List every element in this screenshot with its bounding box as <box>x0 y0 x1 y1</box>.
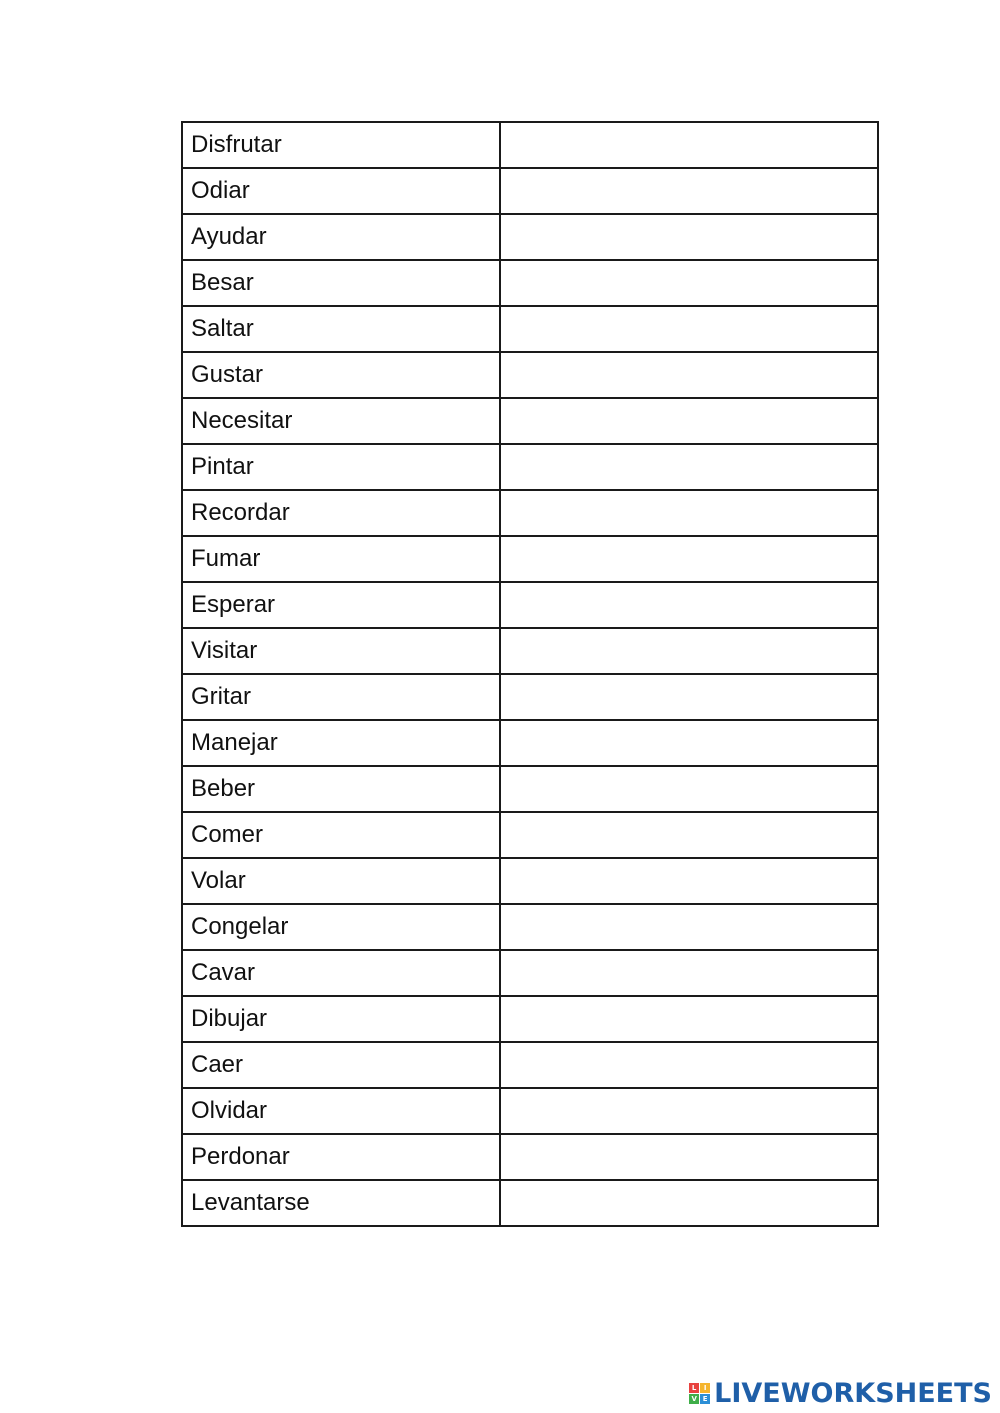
answer-cell <box>500 536 878 582</box>
table-row <box>182 1088 878 1134</box>
answer-input[interactable] <box>501 997 877 1041</box>
verb-label: Perdonar <box>182 1134 500 1180</box>
table-row <box>182 490 878 536</box>
answer-input[interactable] <box>501 1181 877 1225</box>
answer-cell <box>500 1180 878 1226</box>
table-row <box>182 214 878 260</box>
table-row <box>182 260 878 306</box>
answer-input[interactable] <box>501 951 877 995</box>
logo-square: V <box>689 1394 699 1404</box>
table-row <box>182 812 878 858</box>
answer-cell <box>500 398 878 444</box>
verb-label: Esperar <box>182 582 500 628</box>
answer-input[interactable] <box>501 583 877 627</box>
answer-cell <box>500 766 878 812</box>
answer-input[interactable] <box>501 813 877 857</box>
answer-input[interactable] <box>501 721 877 765</box>
answer-cell <box>500 490 878 536</box>
table-row <box>182 306 878 352</box>
table-row <box>182 904 878 950</box>
verb-label: Dibujar <box>182 996 500 1042</box>
logo-square: I <box>700 1383 710 1393</box>
verb-label: Beber <box>182 766 500 812</box>
answer-cell <box>500 306 878 352</box>
verb-label: Caer <box>182 1042 500 1088</box>
logo-square: L <box>689 1383 699 1393</box>
verb-label: Pintar <box>182 444 500 490</box>
answer-cell <box>500 1088 878 1134</box>
answer-cell <box>500 858 878 904</box>
table-row <box>182 168 878 214</box>
answer-input[interactable] <box>501 445 877 489</box>
answer-cell <box>500 214 878 260</box>
answer-cell <box>500 582 878 628</box>
answer-input[interactable] <box>501 905 877 949</box>
answer-cell <box>500 628 878 674</box>
answer-cell <box>500 904 878 950</box>
verb-label: Fumar <box>182 536 500 582</box>
answer-input[interactable] <box>501 491 877 535</box>
verb-label: Gritar <box>182 674 500 720</box>
verb-label: Cavar <box>182 950 500 996</box>
verb-label: Disfrutar <box>182 122 500 168</box>
answer-input[interactable] <box>501 859 877 903</box>
verb-label: Volar <box>182 858 500 904</box>
verb-label: Ayudar <box>182 214 500 260</box>
table-row <box>182 950 878 996</box>
answer-input[interactable] <box>501 261 877 305</box>
answer-input[interactable] <box>501 169 877 213</box>
answer-input[interactable] <box>501 215 877 259</box>
answer-cell <box>500 260 878 306</box>
verb-label: Levantarse <box>182 1180 500 1226</box>
answer-input[interactable] <box>501 767 877 811</box>
answer-cell <box>500 1134 878 1180</box>
liveworksheets-brand <box>689 1378 992 1409</box>
answer-cell <box>500 352 878 398</box>
verb-label: Gustar <box>182 352 500 398</box>
verb-label: Besar <box>182 260 500 306</box>
table-row <box>182 1134 878 1180</box>
answer-input[interactable] <box>501 1135 877 1179</box>
verb-label: Recordar <box>182 490 500 536</box>
answer-cell <box>500 1042 878 1088</box>
answer-input[interactable] <box>501 1043 877 1087</box>
verb-label: Visitar <box>182 628 500 674</box>
answer-cell <box>500 812 878 858</box>
answer-cell <box>500 122 878 168</box>
table-row <box>182 674 878 720</box>
answer-cell <box>500 444 878 490</box>
verb-label: Manejar <box>182 720 500 766</box>
answer-cell <box>500 996 878 1042</box>
table-row <box>182 766 878 812</box>
answer-input[interactable] <box>501 675 877 719</box>
answer-input[interactable] <box>501 629 877 673</box>
table-row <box>182 444 878 490</box>
table-row <box>182 582 878 628</box>
answer-input[interactable] <box>501 307 877 351</box>
table-row <box>182 720 878 766</box>
liveworksheets-logo-icon <box>689 1383 710 1404</box>
table-row <box>182 352 878 398</box>
answer-input[interactable] <box>501 1089 877 1133</box>
table-row <box>182 1180 878 1226</box>
answer-input[interactable] <box>501 399 877 443</box>
answer-cell <box>500 674 878 720</box>
verb-table <box>181 121 879 1227</box>
answer-cell <box>500 168 878 214</box>
verb-table-body <box>182 122 878 1226</box>
table-row <box>182 122 878 168</box>
table-row <box>182 628 878 674</box>
table-row <box>182 536 878 582</box>
table-row <box>182 1042 878 1088</box>
table-row <box>182 858 878 904</box>
verb-label: Saltar <box>182 306 500 352</box>
verb-label: Necesitar <box>182 398 500 444</box>
table-row <box>182 996 878 1042</box>
verb-label: Odiar <box>182 168 500 214</box>
answer-input[interactable] <box>501 537 877 581</box>
table-row <box>182 398 878 444</box>
verb-label: Congelar <box>182 904 500 950</box>
answer-cell <box>500 950 878 996</box>
brand-name: LIVEWORKSHEETS <box>714 1378 992 1409</box>
answer-input[interactable] <box>501 353 877 397</box>
answer-input[interactable] <box>501 123 877 167</box>
verb-label: Olvidar <box>182 1088 500 1134</box>
answer-cell <box>500 720 878 766</box>
verb-label: Comer <box>182 812 500 858</box>
logo-square: E <box>700 1394 710 1404</box>
